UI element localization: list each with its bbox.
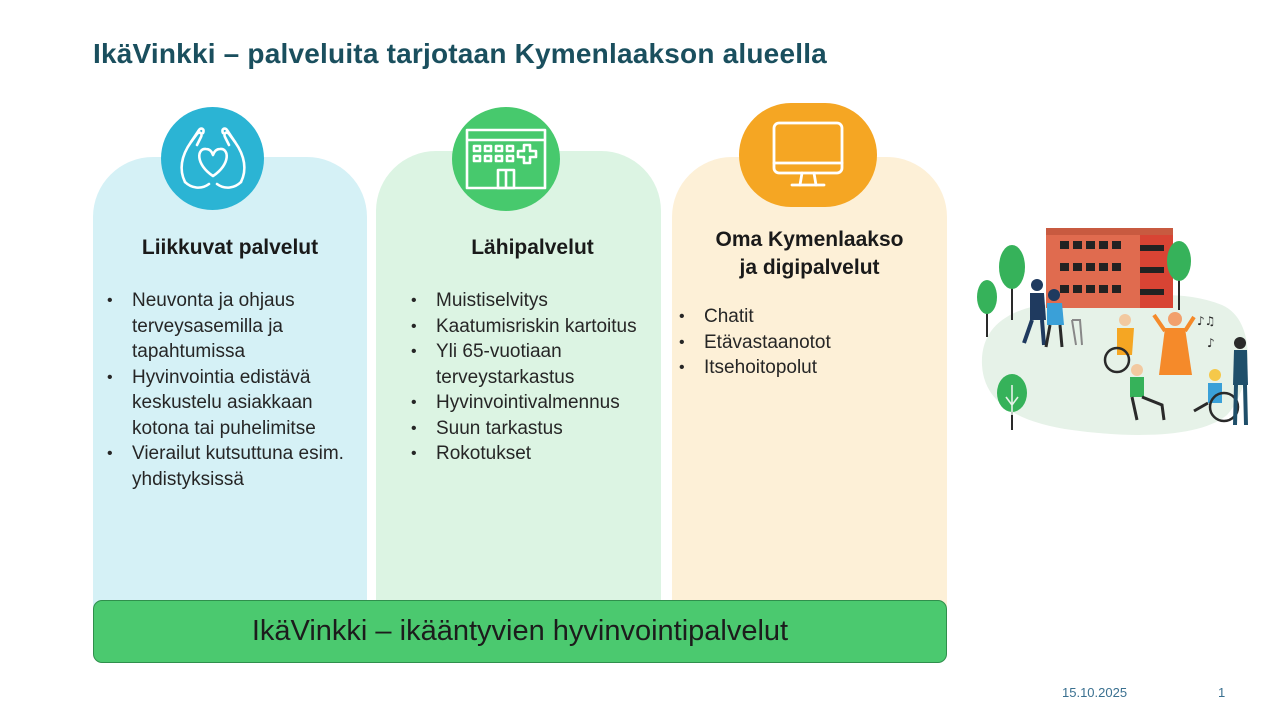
list-item: • Suun tarkastus [404, 416, 660, 442]
slide-date: 15.10.2025 [1062, 685, 1128, 700]
slide-title: IkäVinkki – palveluita tarjotaan Kymenlaakson alueella [93, 38, 827, 69]
list-item: • Neuvonta ja ohjaus terveysasemilla ja tapahtumissa [100, 288, 362, 365]
list-item: • Vierailut kutsuttuna esim. yhdistyksissä [100, 441, 362, 492]
hospital-icon [452, 107, 560, 211]
card-heading-line: ja digipalvelut [739, 256, 880, 279]
bottom-banner: IkäVinkki – ikääntyvien hyvinvointipalvelut [93, 600, 947, 663]
list-item: • Hyvinvointia edistävä keskustelu asiakkaan kotona tai puhelimitse [100, 365, 362, 442]
card-heading [672, 226, 947, 282]
list-item: • Rokotukset [404, 441, 660, 467]
list-item: • Hyvinvointivalmennus [404, 390, 660, 416]
list-item: • Yli 65-vuotiaan terveystarkastus [404, 339, 660, 390]
list-item: • Kaatumisriskin kartoitus [404, 314, 660, 340]
page-number: 1 [1218, 685, 1226, 700]
card-heading-line: Oma Kymenlaakso [715, 228, 904, 251]
svg-text:♪: ♪ [1207, 336, 1215, 350]
card-heading: Lähipalvelut [471, 236, 594, 259]
list-item: • Etävastaanotot [672, 330, 940, 356]
list-item: • Muistiselvitys [404, 288, 660, 314]
community-illustration [972, 225, 1257, 445]
monitor-icon [739, 103, 877, 207]
list-item: • Itsehoitopolut [672, 355, 940, 381]
card-list [404, 288, 660, 467]
card-list [672, 304, 940, 381]
card-list [100, 288, 362, 492]
list-item: • Chatit [672, 304, 940, 330]
heart-hands-icon [161, 107, 264, 210]
card-heading: Liikkuvat palvelut [141, 236, 319, 259]
svg-text:♪♫: ♪♫ [1197, 314, 1216, 328]
